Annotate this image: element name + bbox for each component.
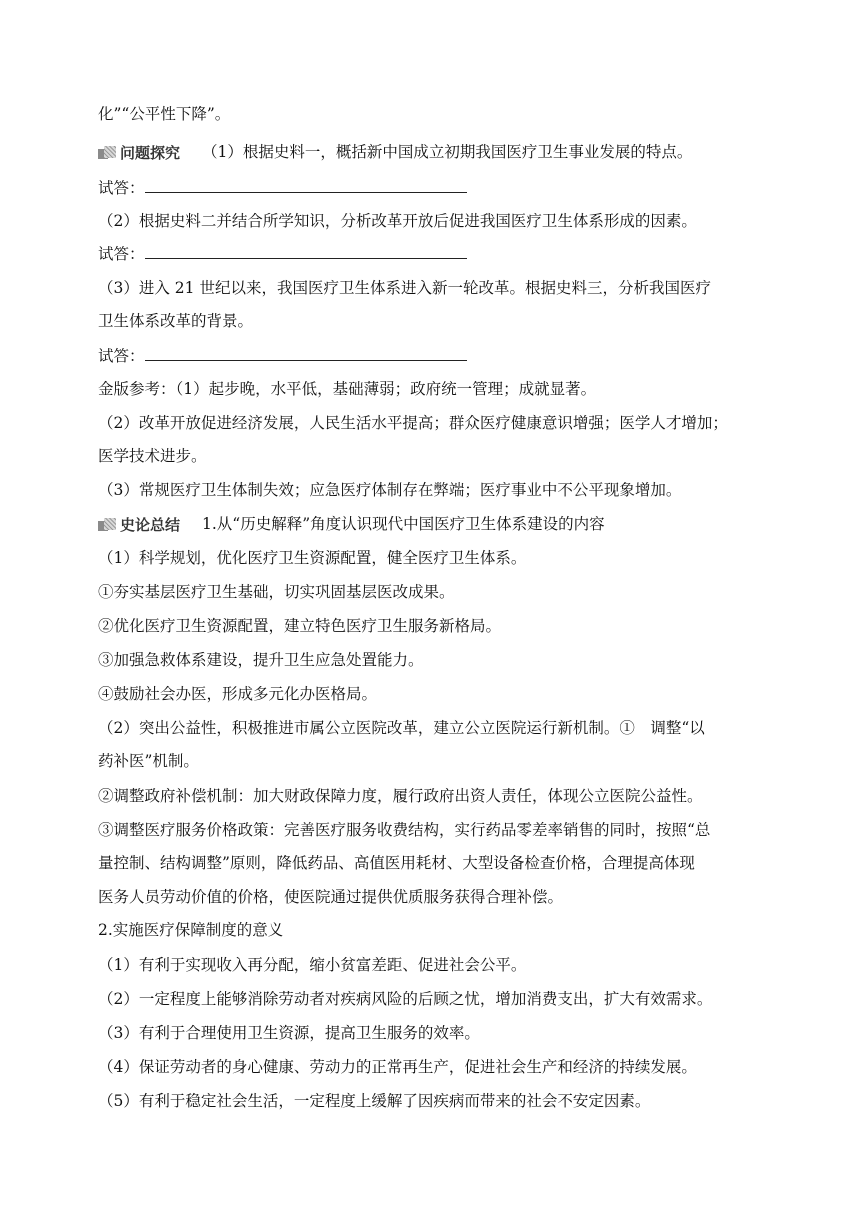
- answer-line-2: [98, 243, 467, 264]
- question-1-text: （1）根据史料一，概括新中国成立初期我国医疗卫生事业发展的特点。: [202, 143, 693, 161]
- text-line: 化”“公平性下降”。: [98, 105, 231, 123]
- answer-label: 试答：: [98, 347, 145, 365]
- text-line: ①夯实基层医疗卫生基础，切实巩固基层医改成果。: [98, 583, 455, 601]
- text-line: 卫生体系改革的背景。: [98, 312, 254, 330]
- text-line: （5）有利于稳定社会生活，一定程度上缓解了因疾病而带来的社会不安定因素。: [98, 1092, 651, 1110]
- text-line: 药补医”机制。: [98, 752, 199, 770]
- text-line: ③加强急救体系建设，提升卫生应急处置能力。: [98, 651, 424, 669]
- text-line: （3）进入 21 世纪以来，我国医疗卫生体系进入新一轮改革。根据史料三，分析我国医疗: [98, 279, 711, 297]
- text-line: （1）有利于实现收入再分配，缩小贫富差距、促进社会公平。: [98, 956, 527, 974]
- inquiry-tag-label: 问题探究: [120, 144, 181, 162]
- text-line: ②优化医疗卫生资源配置，建立特色医疗卫生服务新格局。: [98, 617, 502, 635]
- answer-line-1: [98, 177, 467, 198]
- text-line: （3）有利于合理使用卫生资源，提高卫生服务的效率。: [98, 1024, 480, 1042]
- text-line: ②调整政府补偿机制：加大财政保障力度，履行政府出资人责任，体现公立医院公益性。: [98, 787, 703, 805]
- question-1-line: [98, 142, 692, 163]
- reference-answer-line: 金版参考：（1）起步晚，水平低，基础薄弱；政府统一管理；成就显著。: [98, 380, 597, 398]
- text-line: ③调整医疗服务价格政策：完善医疗服务收费结构，实行药品零差率销售的同时，按照“总: [98, 821, 711, 839]
- text-line: （2）改革开放促进经济发展，人民生活水平提高；群众医疗健康意识增强；医学人才增加；: [98, 414, 728, 432]
- section-marker-icon: [98, 518, 116, 532]
- text-line: 医学技术进步。: [98, 447, 207, 465]
- summary-heading-text: 1.从“历史解释”角度认识现代中国医疗卫生体系建设的内容: [202, 515, 605, 533]
- text-line: （1）科学规划，优化医疗卫生资源配置，健全医疗卫生体系。: [98, 549, 527, 567]
- text-line: （2）根据史料二并结合所学知识，分析改革开放后促进我国医疗卫生体系形成的因素。: [98, 212, 697, 230]
- answer-blank-1[interactable]: [145, 177, 467, 193]
- summary-heading-line: [98, 514, 605, 535]
- text-line: （4）保证劳动者的身心健康、劳动力的正常再生产，促进社会生产和经济的持续发展。: [98, 1058, 697, 1076]
- answer-blank-3[interactable]: [145, 345, 467, 361]
- text-line: （2）突出公益性，积极推进市属公立医院改革，建立公立医院运行新机制。① 调整“以: [98, 719, 705, 737]
- text-line: 医务人员劳动价值的价格，使医院通过提供优质服务获得合理补偿。: [98, 888, 564, 906]
- text-line: （3）常规医疗卫生体制失效；应急医疗体制存在弊端；医疗事业中不公平现象增加。: [98, 481, 682, 499]
- summary-section-tag: [98, 515, 180, 535]
- answer-label: 试答：: [98, 245, 145, 263]
- answer-label: 试答：: [98, 179, 145, 197]
- text-line: ④鼓励社会办医，形成多元化办医格局。: [98, 685, 378, 703]
- text-line: 量控制、结构调整”原则，降低药品、高值医用耗材、大型设备检查价格，合理提高体现: [98, 854, 695, 872]
- answer-blank-2[interactable]: [145, 243, 467, 259]
- summary-tag-label: 史论总结: [120, 516, 181, 534]
- section-heading: 2.实施医疗保障制度的意义: [98, 921, 284, 939]
- inquiry-section-tag: [98, 143, 180, 163]
- text-line: （2）一定程度上能够消除劳动者对疾病风险的后顾之忧，增加消费支出，扩大有效需求。: [98, 990, 713, 1008]
- section-marker-icon: [98, 146, 116, 160]
- answer-line-3: [98, 345, 467, 366]
